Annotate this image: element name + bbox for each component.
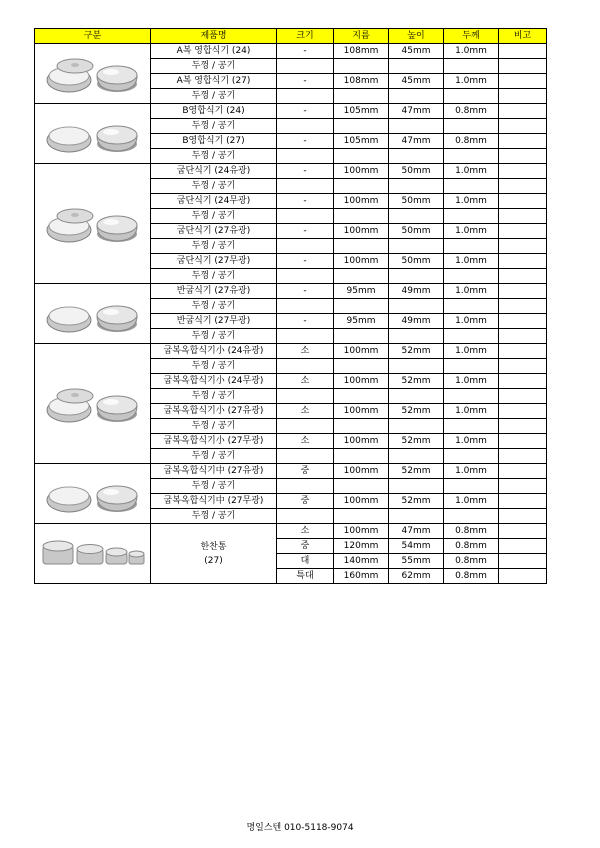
product-name-cell: 두껑 / 공기 (151, 59, 277, 74)
remarks-cell (499, 239, 547, 254)
remarks-cell (499, 299, 547, 314)
thickness-cell: 1.0mm (444, 374, 499, 389)
thickness-cell (444, 509, 499, 524)
remarks-cell (499, 389, 547, 404)
height-cell (389, 89, 444, 104)
size-cell: - (277, 254, 334, 269)
product-name-main: 한찬통 (200, 541, 227, 552)
size-cell (277, 479, 334, 494)
size-cell: 소 (277, 434, 334, 449)
remarks-cell (499, 284, 547, 299)
remarks-cell (499, 149, 547, 164)
diameter-cell: 100mm (334, 434, 389, 449)
diameter-cell: 100mm (334, 494, 389, 509)
size-cell (277, 149, 334, 164)
diameter-cell: 100mm (334, 374, 389, 389)
remarks-cell (499, 254, 547, 269)
size-cell: - (277, 44, 334, 59)
diameter-cell: 140mm (334, 554, 389, 569)
product-name-cell: 두껑 / 공기 (151, 509, 277, 524)
thickness-cell (444, 329, 499, 344)
diameter-cell (334, 209, 389, 224)
remarks-cell (499, 359, 547, 374)
diameter-cell (334, 299, 389, 314)
size-cell: 대 (277, 554, 334, 569)
diameter-cell: 100mm (334, 224, 389, 239)
diameter-cell: 160mm (334, 569, 389, 584)
height-cell: 52mm (389, 374, 444, 389)
height-cell (389, 209, 444, 224)
product-name-cell: B영합식기 (24) (151, 104, 277, 119)
remarks-cell (499, 569, 547, 584)
thickness-cell (444, 209, 499, 224)
size-cell: - (277, 74, 334, 89)
remarks-cell (499, 374, 547, 389)
diameter-cell (334, 419, 389, 434)
product-photo (35, 344, 151, 464)
remarks-cell (499, 224, 547, 239)
thickness-cell: 1.0mm (444, 434, 499, 449)
header-diameter: 지름 (334, 29, 389, 44)
thickness-cell: 1.0mm (444, 284, 499, 299)
thickness-cell (444, 449, 499, 464)
size-cell: 중 (277, 464, 334, 479)
product-name-cell: 반굽식기 (27유광) (151, 284, 277, 299)
thickness-cell (444, 299, 499, 314)
height-cell: 47mm (389, 134, 444, 149)
table-row (35, 344, 547, 359)
product-photo (35, 104, 151, 164)
thickness-cell: 0.8mm (444, 134, 499, 149)
remarks-cell (499, 539, 547, 554)
product-photo (35, 164, 151, 284)
diameter-cell: 120mm (334, 539, 389, 554)
remarks-cell (499, 194, 547, 209)
product-name-cell: 두껑 / 공기 (151, 329, 277, 344)
product-name-cell: 두껑 / 공기 (151, 299, 277, 314)
diameter-cell: 100mm (334, 344, 389, 359)
size-cell: 중 (277, 494, 334, 509)
product-name-cell: 두껑 / 공기 (151, 239, 277, 254)
product-name-cell: 반굽식기 (27무광) (151, 314, 277, 329)
diameter-cell (334, 329, 389, 344)
product-name-cell: 굽복옥합식기小 (24유광) (151, 344, 277, 359)
height-cell (389, 329, 444, 344)
product-photo (35, 524, 151, 584)
size-cell (277, 419, 334, 434)
diameter-cell: 100mm (334, 254, 389, 269)
product-name-cell: 굽단식기 (27무광) (151, 254, 277, 269)
product-name-cell: 두껑 / 공기 (151, 359, 277, 374)
remarks-cell (499, 314, 547, 329)
product-name-cell: 두껑 / 공기 (151, 449, 277, 464)
height-cell: 45mm (389, 74, 444, 89)
thickness-cell: 0.8mm (444, 569, 499, 584)
diameter-cell: 100mm (334, 194, 389, 209)
remarks-cell (499, 434, 547, 449)
product-name-cell (151, 524, 277, 584)
height-cell: 50mm (389, 254, 444, 269)
diameter-cell (334, 479, 389, 494)
product-name-cell: 굽단식기 (27유광) (151, 224, 277, 239)
thickness-cell (444, 179, 499, 194)
remarks-cell (499, 419, 547, 434)
remarks-cell (499, 209, 547, 224)
height-cell (389, 299, 444, 314)
height-cell: 52mm (389, 464, 444, 479)
table-row (35, 104, 547, 119)
height-cell (389, 269, 444, 284)
diameter-cell: 95mm (334, 284, 389, 299)
size-cell (277, 239, 334, 254)
product-table (34, 28, 547, 584)
size-cell (277, 509, 334, 524)
remarks-cell (499, 464, 547, 479)
height-cell: 62mm (389, 569, 444, 584)
product-name-cell: 두껑 / 공기 (151, 179, 277, 194)
height-cell (389, 149, 444, 164)
thickness-cell (444, 89, 499, 104)
product-name-cell: 두껑 / 공기 (151, 119, 277, 134)
header-size: 크기 (277, 29, 334, 44)
product-name-cell: 두껑 / 공기 (151, 149, 277, 164)
product-name-cell: 두껑 / 공기 (151, 209, 277, 224)
product-name-cell: 두껑 / 공기 (151, 419, 277, 434)
height-cell: 50mm (389, 194, 444, 209)
remarks-cell (499, 44, 547, 59)
diameter-cell (334, 509, 389, 524)
diameter-cell (334, 119, 389, 134)
remarks-cell (499, 74, 547, 89)
diameter-cell (334, 449, 389, 464)
height-cell: 52mm (389, 434, 444, 449)
height-cell (389, 359, 444, 374)
size-cell (277, 389, 334, 404)
header-product-name: 제품명 (151, 29, 277, 44)
product-name-cell: 굽복옥합식기中 (27유광) (151, 464, 277, 479)
remarks-cell (499, 59, 547, 74)
diameter-cell: 100mm (334, 164, 389, 179)
header-remarks: 비고 (499, 29, 547, 44)
size-cell: - (277, 104, 334, 119)
product-name-cell: 두껑 / 공기 (151, 389, 277, 404)
remarks-cell (499, 524, 547, 539)
remarks-cell (499, 164, 547, 179)
thickness-cell: 1.0mm (444, 314, 499, 329)
thickness-cell: 1.0mm (444, 164, 499, 179)
header-thickness: 두께 (444, 29, 499, 44)
thickness-cell (444, 419, 499, 434)
product-name-cell: 두껑 / 공기 (151, 479, 277, 494)
height-cell (389, 179, 444, 194)
size-cell: - (277, 284, 334, 299)
thickness-cell: 1.0mm (444, 44, 499, 59)
height-cell: 52mm (389, 344, 444, 359)
remarks-cell (499, 494, 547, 509)
product-name-cell: 굽단식기 (24유광) (151, 164, 277, 179)
size-cell: 중 (277, 539, 334, 554)
thickness-cell (444, 269, 499, 284)
thickness-cell: 1.0mm (444, 494, 499, 509)
table-row (35, 44, 547, 59)
remarks-cell (499, 104, 547, 119)
product-name-cell: 두껑 / 공기 (151, 269, 277, 284)
size-cell: - (277, 194, 334, 209)
size-cell (277, 89, 334, 104)
height-cell (389, 449, 444, 464)
size-cell (277, 179, 334, 194)
thickness-cell: 1.0mm (444, 344, 499, 359)
height-cell: 50mm (389, 164, 444, 179)
footer-contact: 명일스텐 010-5118-9074 (246, 823, 354, 833)
height-cell: 49mm (389, 314, 444, 329)
diameter-cell (334, 239, 389, 254)
diameter-cell: 100mm (334, 524, 389, 539)
remarks-cell (499, 119, 547, 134)
header-category: 구분 (35, 29, 151, 44)
size-cell: 소 (277, 344, 334, 359)
product-name-cell: 굽복옥합식기小 (27유광) (151, 404, 277, 419)
product-photo (35, 284, 151, 344)
remarks-cell (499, 449, 547, 464)
height-cell: 54mm (389, 539, 444, 554)
thickness-cell (444, 359, 499, 374)
thickness-cell: 1.0mm (444, 254, 499, 269)
size-cell (277, 269, 334, 284)
diameter-cell: 100mm (334, 464, 389, 479)
height-cell: 47mm (389, 104, 444, 119)
size-cell (277, 329, 334, 344)
diameter-cell (334, 149, 389, 164)
height-cell: 45mm (389, 44, 444, 59)
height-cell: 52mm (389, 494, 444, 509)
remarks-cell (499, 329, 547, 344)
diameter-cell: 105mm (334, 134, 389, 149)
thickness-cell: 1.0mm (444, 224, 499, 239)
header-height: 높이 (389, 29, 444, 44)
remarks-cell (499, 269, 547, 284)
product-name-cell: 굽단식기 (24무광) (151, 194, 277, 209)
height-cell (389, 119, 444, 134)
height-cell: 52mm (389, 404, 444, 419)
product-name-cell: 굽복옥합식기中 (27무광) (151, 494, 277, 509)
thickness-cell (444, 149, 499, 164)
diameter-cell: 108mm (334, 44, 389, 59)
product-name-cell: B영합식기 (27) (151, 134, 277, 149)
diameter-cell (334, 359, 389, 374)
remarks-cell (499, 404, 547, 419)
size-cell: - (277, 224, 334, 239)
height-cell (389, 239, 444, 254)
thickness-cell: 0.8mm (444, 539, 499, 554)
table-row (35, 284, 547, 299)
product-name-cell: A복 영합식기 (27) (151, 74, 277, 89)
diameter-cell: 105mm (334, 104, 389, 119)
diameter-cell (334, 179, 389, 194)
thickness-cell (444, 119, 499, 134)
remarks-cell (499, 179, 547, 194)
product-photo (35, 44, 151, 104)
diameter-cell (334, 269, 389, 284)
size-cell (277, 59, 334, 74)
size-cell (277, 209, 334, 224)
thickness-cell: 0.8mm (444, 554, 499, 569)
header-row (35, 29, 547, 44)
height-cell: 47mm (389, 524, 444, 539)
size-cell (277, 359, 334, 374)
size-cell (277, 119, 334, 134)
product-name-sub: (27) (204, 555, 223, 566)
size-cell: 특대 (277, 569, 334, 584)
thickness-cell: 0.8mm (444, 524, 499, 539)
height-cell: 55mm (389, 554, 444, 569)
size-cell (277, 299, 334, 314)
remarks-cell (499, 554, 547, 569)
height-cell (389, 389, 444, 404)
height-cell (389, 509, 444, 524)
diameter-cell (334, 389, 389, 404)
diameter-cell (334, 59, 389, 74)
table-row (35, 464, 547, 479)
size-cell: - (277, 134, 334, 149)
thickness-cell: 0.8mm (444, 104, 499, 119)
diameter-cell: 100mm (334, 404, 389, 419)
product-photo (35, 464, 151, 524)
product-name-cell: 두껑 / 공기 (151, 89, 277, 104)
thickness-cell: 1.0mm (444, 74, 499, 89)
height-cell: 49mm (389, 284, 444, 299)
size-cell: - (277, 164, 334, 179)
remarks-cell (499, 509, 547, 524)
remarks-cell (499, 89, 547, 104)
diameter-cell (334, 89, 389, 104)
diameter-cell: 95mm (334, 314, 389, 329)
product-name-cell: 굽복옥합식기小 (27무광) (151, 434, 277, 449)
thickness-cell (444, 389, 499, 404)
height-cell (389, 59, 444, 74)
thickness-cell (444, 239, 499, 254)
table-row (35, 164, 547, 179)
thickness-cell: 1.0mm (444, 464, 499, 479)
table-row (35, 524, 547, 539)
size-cell: - (277, 314, 334, 329)
thickness-cell: 1.0mm (444, 194, 499, 209)
height-cell (389, 479, 444, 494)
thickness-cell: 1.0mm (444, 404, 499, 419)
size-cell (277, 449, 334, 464)
product-name-cell: 굽복옥합식기小 (24무광) (151, 374, 277, 389)
thickness-cell (444, 479, 499, 494)
size-cell: 소 (277, 404, 334, 419)
diameter-cell: 108mm (334, 74, 389, 89)
height-cell (389, 419, 444, 434)
height-cell: 50mm (389, 224, 444, 239)
product-name-cell: A복 영합식기 (24) (151, 44, 277, 59)
size-cell: 소 (277, 374, 334, 389)
remarks-cell (499, 479, 547, 494)
remarks-cell (499, 134, 547, 149)
remarks-cell (499, 344, 547, 359)
thickness-cell (444, 59, 499, 74)
size-cell: 소 (277, 524, 334, 539)
